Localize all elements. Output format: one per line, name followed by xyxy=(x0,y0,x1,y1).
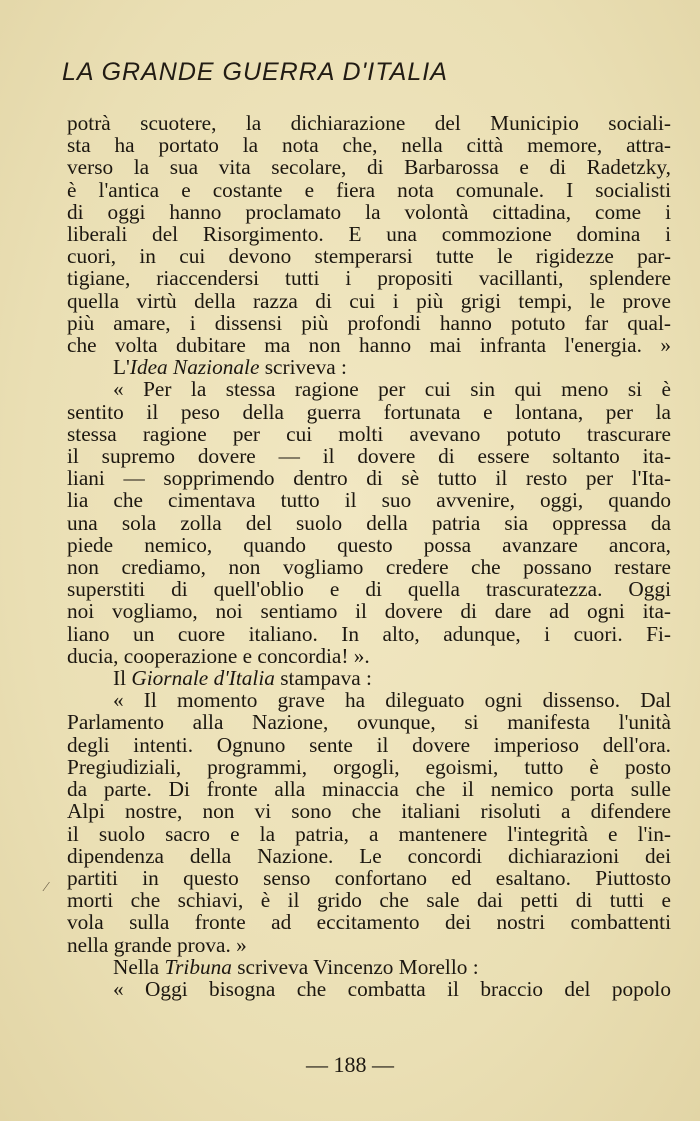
text-line: lia che cimentava tutto il suo avvenire, oggi, quando xyxy=(67,488,671,513)
intro-suffix: scriveva : xyxy=(259,355,347,380)
margin-mark: ⁄ xyxy=(45,880,48,895)
text-line: Pregiudiziali, programmi, orgogli, egoismi, tutto è posto xyxy=(67,754,671,779)
intro-prefix: L' xyxy=(113,355,130,380)
intro-prefix: Il xyxy=(113,666,132,691)
newspaper-title: Idea Nazionale xyxy=(129,355,260,380)
intro-suffix: stampava : xyxy=(274,666,372,691)
text-line: potrà scuotere, la dichiarazione del Municipio sociali- xyxy=(67,111,671,135)
paragraph-2 xyxy=(67,378,671,667)
paragraph-4 xyxy=(67,978,671,1000)
source-intro-idea-nazionale xyxy=(67,356,671,378)
newspaper-title: Giornale d'Italia xyxy=(131,666,275,691)
text-line: liani — sopprimendo dentro di sè tutto il resto per l'Ita- xyxy=(67,466,671,491)
text-line: quella virtù della razza di cui i più grigi tempi, le prove xyxy=(67,288,671,313)
text-line: nella grande prova. » xyxy=(67,932,247,957)
text-line: Parlamento alla Nazione, ovunque, si manifesta l'unità xyxy=(67,710,671,735)
text-line: stessa ragione per cui molti avevano potuto trascurare xyxy=(67,421,671,446)
text-line: non crediamo, non vogliamo credere che possano restare xyxy=(67,555,671,580)
text-line: vola sulla fronte ad eccitamento dei nostri combattenti xyxy=(67,910,671,935)
text-line: noi vogliamo, noi sentiamo il dovere di dare ad ogni ita- xyxy=(67,599,671,624)
text-line: ducia, cooperazione e concordia! ». xyxy=(67,643,370,668)
text-line: più amare, i dissensi più profondi hanno potuto far qual- xyxy=(67,310,671,335)
newspaper-title: Tribuna xyxy=(164,954,232,979)
text-line: di oggi hanno proclamato la volontà cittadina, come i xyxy=(67,199,671,224)
text-line: è l'antica e costante e fiera nota comunale. I socialisti xyxy=(67,177,671,202)
text-line: il suolo sacro e la patria, a mantenere l'integrità e l'in- xyxy=(67,821,671,846)
text-line: verso la sua vita secolare, di Barbarossa e di Radetzky, xyxy=(67,155,671,180)
text-line: « Il momento grave ha dileguato ogni dissenso. Dal xyxy=(113,688,671,713)
text-line: morti che schiavi, è il grido che sale dai petti di tutti e xyxy=(67,888,671,913)
running-head: LA GRANDE GUERRA D'ITALIA xyxy=(62,58,448,86)
text-line: degli intenti. Ognuno sente il dovere imperioso dell'ora. xyxy=(67,732,671,757)
text-line: partiti in questo senso confortano ed esaltano. Piuttosto xyxy=(67,865,671,890)
text-line: il supremo dovere — il dovere di essere soltanto ita- xyxy=(67,444,671,469)
text-line: « Oggi bisogna che combatta il braccio del popolo xyxy=(113,976,671,1001)
source-intro-tribuna xyxy=(67,956,671,978)
intro-prefix: Nella xyxy=(113,954,165,979)
source-intro-giornale-ditalia xyxy=(67,667,671,689)
text-line: liano un cuore italiano. In alto, adunque, i cuori. Fi- xyxy=(67,621,671,646)
text-line: dipendenza della Nazione. Le concordi dichiarazioni dei xyxy=(67,843,671,868)
text-line: che volta dubitare ma non hanno mai infranta l'energia. » xyxy=(67,333,671,358)
paragraph-1 xyxy=(67,112,671,356)
text-line: Alpi nostre, non vi sono che italiani risoluti a difendere xyxy=(67,799,671,824)
text-line: sentito il peso della guerra fortunata e lontana, per la xyxy=(67,399,671,424)
text-line: tigiane, riaccendersi tutti i propositi vacillanti, splendere xyxy=(67,266,671,291)
text-line: cuori, in cui devono stemperarsi tutte le rigidezze par- xyxy=(67,244,671,269)
text-line: piede nemico, quando questo possa avanzare ancora, xyxy=(67,532,671,557)
paragraph-3 xyxy=(67,689,671,955)
text-line: una sola zolla del suolo della patria sia oppressa da xyxy=(67,510,671,535)
body-text xyxy=(67,112,671,1000)
text-line: liberali del Risorgimento. E una commozione domina i xyxy=(67,222,671,247)
text-line: sta ha portato la nota che, nella città memore, attra- xyxy=(67,133,671,158)
text-line: « Per la stessa ragione per cui sin qui meno si è xyxy=(113,377,671,402)
intro-suffix: scriveva Vincenzo Morello : xyxy=(231,954,479,979)
text-line: superstiti di quell'oblio e di quella trascuratezza. Oggi xyxy=(67,577,671,602)
text-line: da parte. Di fronte alla minaccia che il nemico porta sulle xyxy=(67,777,671,802)
page-number: — 188 — xyxy=(306,1052,394,1077)
